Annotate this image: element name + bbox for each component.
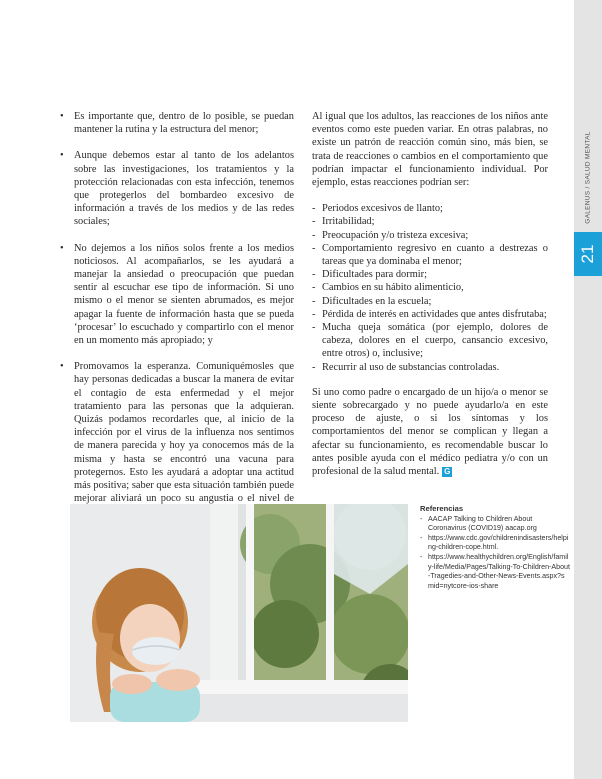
list-item: - Pérdida de interés en actividades que antes disfrutaba; xyxy=(312,308,548,321)
closing-text: Si uno como padre o encargado de un hijo/a o menor se siente sobrecargado y no puede ayudarlo/a en este proceso de ajuste, o si los síntomas y los comportamientos del menor se complican y llegan a afectar su funcionamiento, es recomendable buscar lo antes posible ayuda con el médico pediatra y/o con un profesional de la salud mental. xyxy=(312,386,548,478)
child-window-photo xyxy=(70,504,408,722)
list-item: - Comportamiento regresivo en cuanto a destrezas o tareas que ya dominaba el menor; xyxy=(312,242,548,268)
left-column xyxy=(60,110,294,532)
references-title: Referencias xyxy=(420,504,464,513)
reference-item: - AACAP Talking to Children About Coronavirus (COVID19) aacap.org xyxy=(420,515,570,534)
recommendations-list xyxy=(60,110,294,519)
reference-item: - https://www.cdc.gov/childrenindisasters/helping-children-cope.html. xyxy=(420,534,570,553)
list-item: - Recurrir al uso de substancias controladas. xyxy=(312,361,548,374)
intro-paragraph: Al igual que los adultos, las reacciones de los niños ante eventos como este pueden variar. En otras palabras, no existe un patrón de reacción común sino, más bien, se trata de reacciones o cambios en el comportamiento que podrían impactar el funcionamiento individual. Por ejemplo, estas reacciones podrían ser: xyxy=(312,111,548,189)
page-number: 21 xyxy=(578,244,597,264)
photo-illustration xyxy=(70,504,408,722)
list-item: - Cambios en su hábito alimenticio, xyxy=(312,281,548,294)
side-band xyxy=(574,0,602,779)
list-item: - Preocupación y/o tristeza excesiva; xyxy=(312,229,548,242)
right-column xyxy=(312,110,548,491)
list-item: - Mucha queja somática (por ejemplo, dolores de cabeza, dolores en el cuerpo, cansancio excesivo, entre otros) o, inclusive; xyxy=(312,321,548,361)
list-item: - Irritabilidad; xyxy=(312,215,548,228)
closing-paragraph xyxy=(312,386,548,478)
page-number-tab xyxy=(574,232,602,276)
end-mark-icon: G xyxy=(444,466,451,476)
list-item: • Aunque debemos estar al tanto de los adelantos sobre las investigaciones, los tratamientos y la protección relacionadas con esta infección, tenemos que protegerlos del bombardeo excesivo de información a través de los medios y de las redes sociales; xyxy=(60,149,294,228)
reference-item: - https://www.healthychildren.org/English/family-life/Media/Pages/Talking-To-Children-About-Tragedies-and-Other-News-Events.aspx?smid=nytcore-ios-share xyxy=(420,553,570,591)
list-item: • Promovamos la esperanza. Comuniquémosles que hay personas dedicadas a buscar la manera de evitar el contagio de esta enfermedad y el mejor tratamiento para las personas que la adquieran. Quizás podamos recordarles que, al inicio de la infección por el virus de la influenza nos sentimos de manera parecida y hoy ya conocemos más de la misma y hasta se encontró una vacuna para protegernos. Esto les ayudará a adoptar una actitud más positiva; saber que esta situación también puede mejorar aliviará un poco su angustia o el nivel de xyxy=(60,360,294,518)
running-title xyxy=(574,130,602,230)
list-item: - Dificultades para dormir; xyxy=(312,268,548,281)
list-item: - Dificultades en la escuela; xyxy=(312,295,548,308)
references-box xyxy=(420,504,570,591)
running-title-text: GALENUS / SALUD MENTAL xyxy=(584,131,592,224)
list-item: • Es importante que, dentro de lo posible, se puedan mantener la rutina y la estructura del menor; xyxy=(60,110,294,136)
references-list xyxy=(420,515,570,592)
list-item: - Periodos excesivos de llanto; xyxy=(312,202,548,215)
reactions-list xyxy=(312,202,548,374)
list-item: • No dejemos a los niños solos frente a los medios noticiosos. Al acompañarlos, se les ayudará a manejar la ansiedad o preocupación que puedan sentir al escuchar ese tipo de información. Si uno mismo o el menor se sienten abrumados, es mejor apagar la fuente de información hasta que se pueda ‘procesar’ lo escuchado y compartirlo con el menor en un momento más apropiado; y xyxy=(60,242,294,348)
